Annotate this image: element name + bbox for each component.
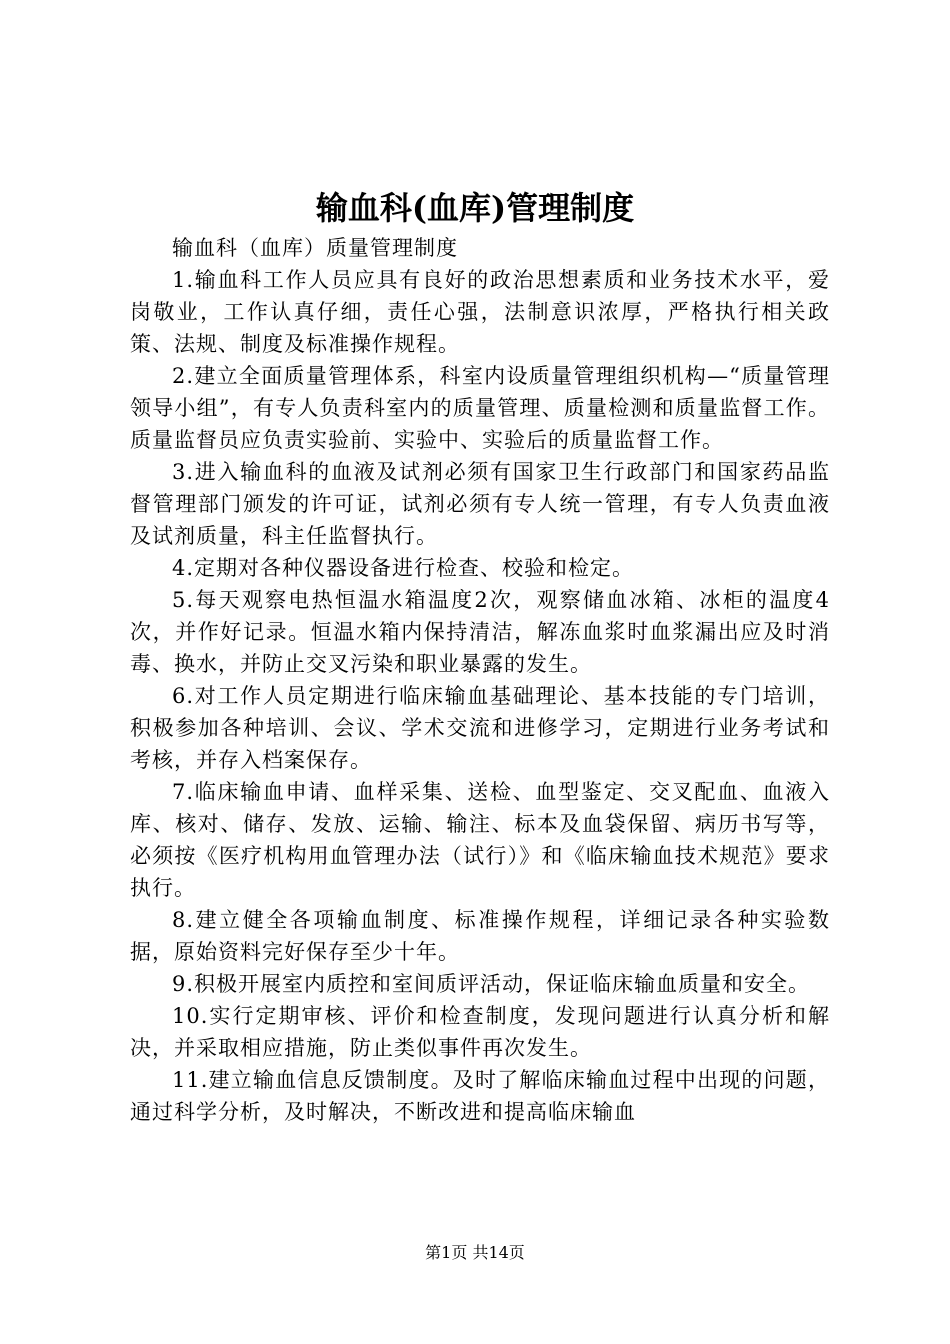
paragraph-8: 8.建立健全各项输血制度、标准操作规程，详细记录各种实验数据，原始资料完好保存至少十年。 [130, 908, 830, 964]
paragraph-9: 9.积极开展室内质控和室间质评活动，保证临床输血质量和安全。 [172, 972, 811, 996]
document-title: 输血科(血库)管理制度 [315, 189, 635, 227]
paragraph-6: 6.对工作人员定期进行临床输血基础理论、基本技能的专门培训，积极参加各种培训、会议、学术交流和进修学习，定期进行业务考试和考核，并存入档案保存。 [130, 684, 830, 772]
page-footer: 第1页 共14页 [425, 1243, 525, 1262]
paragraph-3: 3.进入输血科的血液及试剂必须有国家卫生行政部门和国家药品监督管理部门颁发的许可证，试剂必须有专人统一管理，有专人负责血液及试剂质量，科主任监督执行。 [130, 460, 830, 548]
subtitle: 输血科（血库）质量管理制度 [172, 236, 458, 260]
paragraph-1: 1.输血科工作人员应具有良好的政治思想素质和业务技术水平，爱岗敬业，工作认真仔细，责任心强，法制意识浓厚，严格执行相关政策、法规、制度及标准操作规程。 [130, 268, 830, 356]
paragraph-11: 11.建立输血信息反馈制度。及时了解临床输血过程中出现的问题，通过科学分析，及时解决，不断改进和提高临床输血 [130, 1068, 830, 1124]
document-body [130, 232, 830, 1128]
paragraph-2: 2.建立全面质量管理体系，科室内设质量管理组织机构—“质量管理领导小组”，有专人负责科室内的质量管理、质量检测和质量监督工作。质量监督员应负责实验前、实验中、实验后的质量监督工作。 [130, 364, 830, 452]
paragraph-10: 10.实行定期审核、评价和检查制度，发现问题进行认真分析和解决，并采取相应措施，防止类似事件再次发生。 [130, 1004, 830, 1060]
paragraph-5: 5.每天观察电热恒温水箱温度2次，观察储血冰箱、冰柜的温度4次，并作好记录。恒温水箱内保持清洁，解冻血浆时血浆漏出应及时消毒、换水，并防止交叉污染和职业暴露的发生。 [130, 588, 830, 676]
paragraph-4: 4.定期对各种仪器设备进行检查、校验和检定。 [172, 556, 635, 580]
paragraph-7: 7.临床输血申请、血样采集、送检、血型鉴定、交叉配血、血液入库、核对、储存、发放、运输、输注、标本及血袋保留、病历书写等，必须按《医疗机构用血管理办法（试行）》和《临床输血技术规范》要求执行。 [130, 780, 830, 900]
